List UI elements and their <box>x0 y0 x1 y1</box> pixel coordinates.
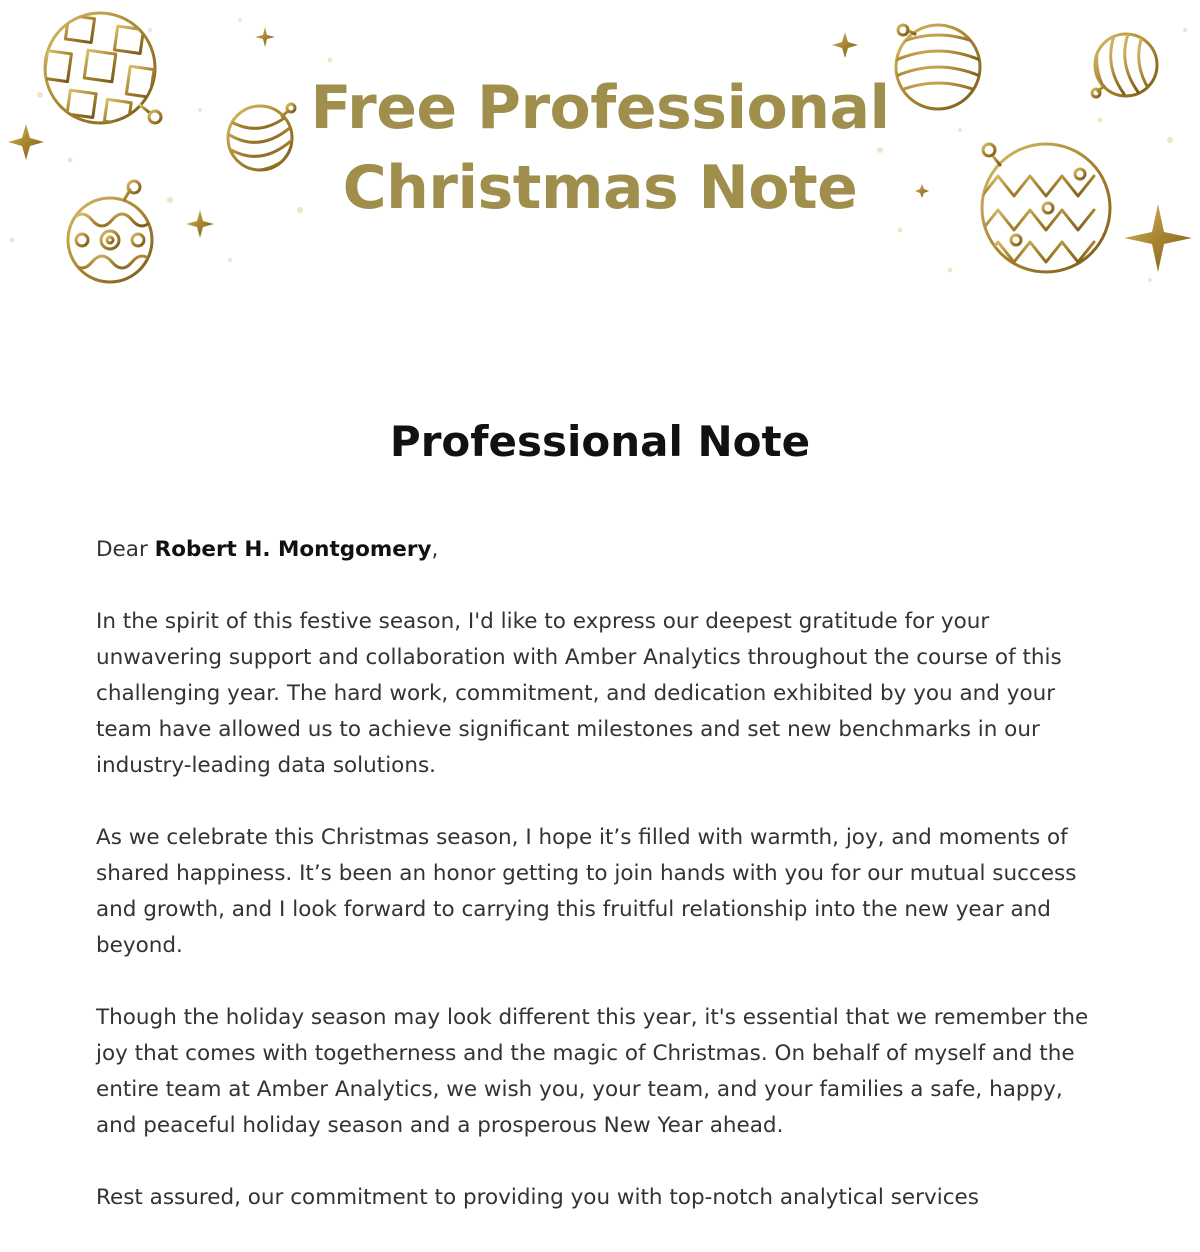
note-title: Professional Note <box>389 417 811 466</box>
paragraph-2: As we celebrate this Christmas season, I hope it’s filled with warmth, joy, and moments of shared happiness. It’s been an honor getting to join hands with you for our mutual success and growth, and I look forward to carrying this fruitful relationship into the new year and beyond. <box>96 825 1077 958</box>
paragraph-3: Though the holiday season may look different this year, it's essential that we remember the joy that comes with togetherness and the magic of Christmas. On behalf of myself and the entire team at Amber Analytics, we wish you, your team, and your families a safe, happy, and peaceful holiday season and a prosperous New Year ahead. <box>96 1005 1089 1138</box>
paragraph-4: Rest assured, our commitment to providing you with top-notch analytical services <box>96 1185 979 1210</box>
banner-title-line1: Free Professional <box>310 73 890 143</box>
banner-title-line2: Christmas Note <box>342 153 858 223</box>
banner-title <box>0 68 1200 228</box>
greeting-punct: , <box>431 537 439 562</box>
greeting: Dear <box>96 537 148 562</box>
salutation <box>96 532 1106 568</box>
paragraph-1: In the spirit of this festive season, I'd like to express our deepest gratitude for your unwavering support and collaboration with Amber Analytics throughout the course of this challenging year. The hard work, commitment, and dedication exhibited by you and your team have allowed us to achieve significant milestones and set new benchmarks in our industry-leading data solutions. <box>96 609 1062 778</box>
note-body <box>96 532 1106 1252</box>
decorative-header <box>0 0 1200 300</box>
recipient-name: Robert H. Montgomery <box>154 537 432 562</box>
